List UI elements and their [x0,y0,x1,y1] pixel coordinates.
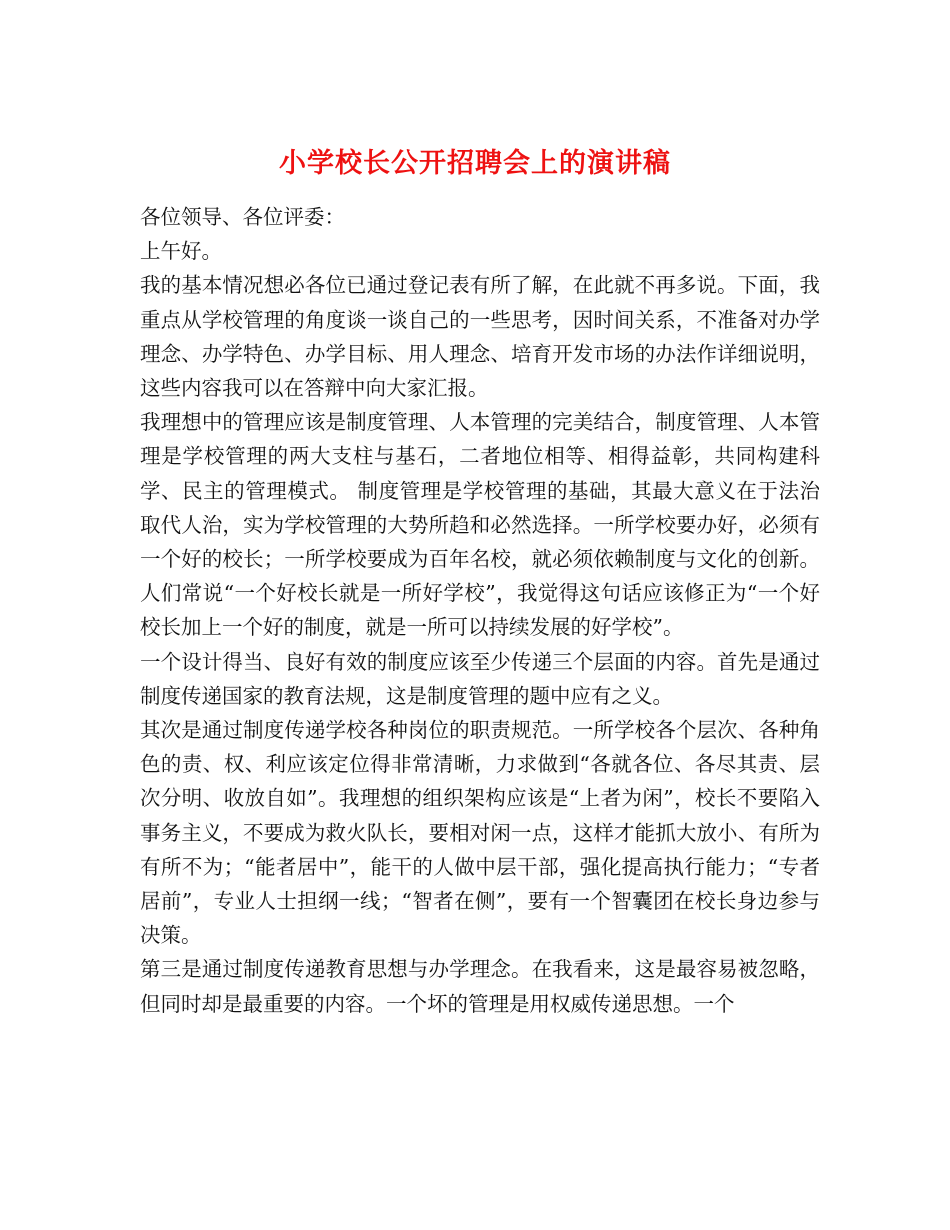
intro-paragraph: 我的基本情况想必各位已通过登记表有所了解，在此就不再多说。下面，我重点从学校管理的角度谈一谈自己的一些思考，因时间关系，不准备对办学理念、办学特色、办学目标、用人理念、培育开发市场的办法作详细说明，这些内容我可以在答辩中向大家汇报。 [140,273,820,401]
greeting-paragraph: 上午好。 [140,239,222,264]
document-body [140,200,820,1021]
first-level-paragraph: 一个设计得当、良好有效的制度应该至少传递三个层面的内容。首先是通过制度传递国家的教育法规，这是制度管理的题中应有之义。 [140,649,820,708]
salutation-paragraph: 各位领导、各位评委： [140,205,345,229]
third-level-paragraph: 第三是通过制度传递教育思想与办学理念。在我看来，这是最容易被忽略，但同时却是最重要的内容。一个坏的管理是用权威传递思想。一个 [140,957,820,1016]
second-level-paragraph: 其次是通过制度传递学校各种岗位的职责规范。一所学校各个层次、各种角色的责、权、利应该定位得非常清晰，力求做到“各就各位、各尽其责、层次分明、收放自如”。我理想的组织架构应该是“上者为闲”，校长不要陷入事务主义，不要成为救火队长，要相对闲一点，这样才能抓大放小、有所为有所不为；“能者居中”，能干的人做中层干部，强化提高执行能力；“专者居前”，专业人士担纲一线；“智者在侧”，要有一个智囊团在校长身边参与决策。 [140,718,820,948]
management-paragraph: 我理想中的管理应该是制度管理、人本管理的完美结合，制度管理、人本管理是学校管理的两大支柱与基石，二者地位相等、相得益彰，共同构建科学、民主的管理模式。 制度管理是学校管理的基础，其最大意义在于法治取代人治，实为学校管理的大势所趋和必然选择。一所学校要办好，必须有一个好的校长；一所学校要成为百年名校，就必须依赖制度与文化的创新。人们常说“一个好校长就是一所好学校”，我觉得这句话应该修正为“一个好校长加上一个好的制度，就是一所可以持续发展的好学校”。 [140,410,820,640]
document-title: 小学校长公开招聘会上的演讲稿 [279,148,671,180]
